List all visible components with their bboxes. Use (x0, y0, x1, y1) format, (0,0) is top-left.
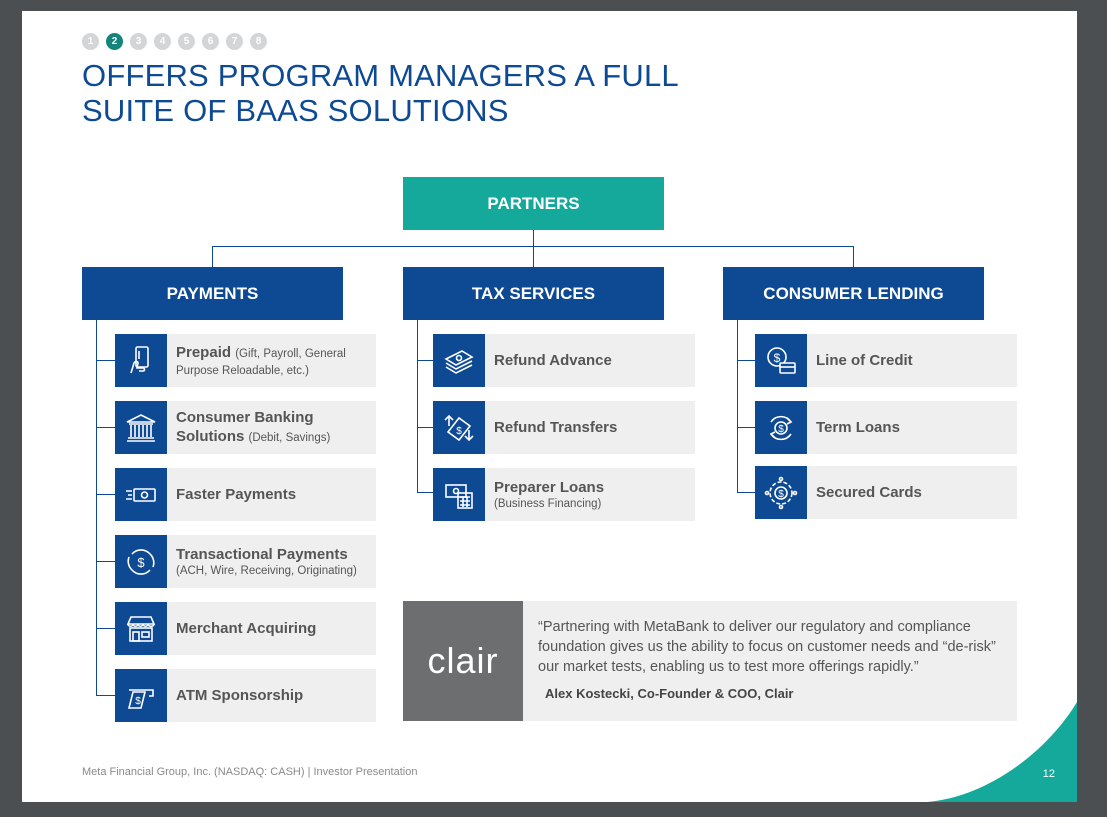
term-loans-title: Term Loans (816, 419, 900, 436)
transactional-title: Transactional Payments (176, 545, 348, 563)
nav-dot-4[interactable]: 4 (154, 33, 171, 50)
payments-connector (212, 246, 213, 267)
transactional-sub: (ACH, Wire, Receiving, Originating) (176, 564, 357, 577)
nav-dot-5[interactable]: 5 (178, 33, 195, 50)
lending-branch (737, 492, 755, 493)
prepaid-title: Prepaid (176, 343, 232, 361)
payments-branch (96, 561, 115, 562)
lending-branch (737, 360, 755, 361)
calculator-cash-icon (433, 468, 485, 521)
title-line-1: OFFERS PROGRAM MANAGERS A FULL (82, 58, 679, 93)
dollar-cycle-icon (115, 535, 167, 588)
tax-branch (417, 427, 433, 428)
fast-money-icon (115, 468, 167, 521)
tax-item-refund-transfers (433, 401, 695, 454)
payments-item-consumer-banking (115, 401, 376, 454)
consumer-banking-title-2: Solutions (176, 427, 245, 445)
testimonial-quote: “Partnering with MetaBank to deliver our regulatory and compliance foundation gives us the ability to focus on customer needs and “de-risk” our market tests, enabling us to test more offerings rapidly.” (538, 619, 996, 675)
tax-item-preparer-loans (433, 468, 695, 521)
title-line-2: SUITE OF BAAS SOLUTIONS (82, 93, 509, 128)
payments-item-atm-sponsorship (115, 669, 376, 722)
dollar-card-icon (755, 334, 807, 387)
nav-dot-6[interactable]: 6 (202, 33, 219, 50)
dollar-refresh-icon (755, 401, 807, 454)
slide (22, 11, 1077, 802)
lending-tree-line (737, 320, 738, 493)
lending-item-line-of-credit (755, 334, 1017, 387)
svg-text:$: $ (456, 425, 462, 437)
refund-transfers-title: Refund Transfers (494, 419, 618, 436)
lending-item-secured-cards (755, 466, 1017, 519)
prepaid-sub: Purpose Reloadable, etc.) (176, 364, 309, 377)
merchant-acquiring-title: Merchant Acquiring (176, 620, 317, 637)
payments-item-prepaid (115, 334, 376, 387)
tax-tree-line (417, 320, 418, 493)
bank-building-icon (115, 401, 167, 454)
faster-payments-title: Faster Payments (176, 486, 297, 503)
payments-branch (96, 494, 115, 495)
refund-advance-title: Refund Advance (494, 352, 612, 369)
nav-dot-1[interactable]: 1 (82, 33, 99, 50)
consumer-banking-title: Consumer Banking (176, 408, 314, 426)
clair-logo: clair (403, 601, 523, 721)
payments-branch (96, 360, 115, 361)
money-transfer-icon (433, 401, 485, 454)
consumer-banking-inline-sub: (Debit, Savings) (248, 431, 331, 444)
cash-stack-icon (433, 334, 485, 387)
tax-item-refund-advance (433, 334, 695, 387)
storefront-icon (115, 602, 167, 655)
atm-sponsorship-title: ATM Sponsorship (176, 687, 304, 704)
testimonial-author: Alex Kostecki, Co-Founder & COO, Clair (545, 686, 794, 701)
secured-cards-title: Secured Cards (816, 484, 922, 501)
lending-connector (853, 246, 854, 267)
nav-dot-7[interactable]: 7 (226, 33, 243, 50)
atm-card-icon (115, 669, 167, 722)
payments-branch (96, 427, 115, 428)
tax-branch (417, 360, 433, 361)
payments-branch (96, 628, 115, 629)
prepaid-inline-sub: (Gift, Payroll, General (235, 347, 346, 360)
card-in-hand-icon (115, 334, 167, 387)
svg-text:$: $ (137, 554, 145, 570)
payments-branch (96, 695, 115, 696)
dollar-gear-icon (755, 466, 807, 519)
svg-text:$: $ (135, 695, 141, 707)
tax-connector (533, 246, 534, 267)
svg-text:$: $ (778, 488, 784, 500)
payments-item-transactional (115, 535, 376, 588)
preparer-loans-title: Preparer Loans (494, 478, 605, 496)
category-consumer-lending: CONSUMER LENDING (723, 267, 984, 320)
payments-item-faster-payments (115, 468, 376, 521)
nav-dot-2-active[interactable]: 2 (106, 33, 123, 50)
preparer-loans-sub: (Business Financing) (494, 497, 602, 510)
page-number: 12 (1042, 768, 1055, 780)
svg-text:$: $ (773, 350, 781, 365)
nav-dot-3[interactable]: 3 (130, 33, 147, 50)
line-of-credit-title: Line of Credit (816, 352, 913, 369)
nav-dot-8[interactable]: 8 (250, 33, 267, 50)
payments-item-merchant-acquiring (115, 602, 376, 655)
lending-item-term-loans (755, 401, 1017, 454)
lending-branch (737, 427, 755, 428)
svg-text:$: $ (778, 423, 784, 435)
category-tax-services: TAX SERVICES (403, 267, 664, 320)
slide-title (82, 58, 679, 128)
footer-text: Meta Financial Group, Inc. (NASDAQ: CASH) | Investor Presentation (82, 766, 418, 778)
testimonial-box (403, 601, 1017, 721)
corner-accent (927, 702, 1077, 802)
partners-box: PARTNERS (403, 177, 664, 230)
category-payments: PAYMENTS (82, 267, 343, 320)
tax-branch (417, 492, 433, 493)
root-connector (533, 230, 534, 247)
payments-tree-line (96, 320, 97, 696)
